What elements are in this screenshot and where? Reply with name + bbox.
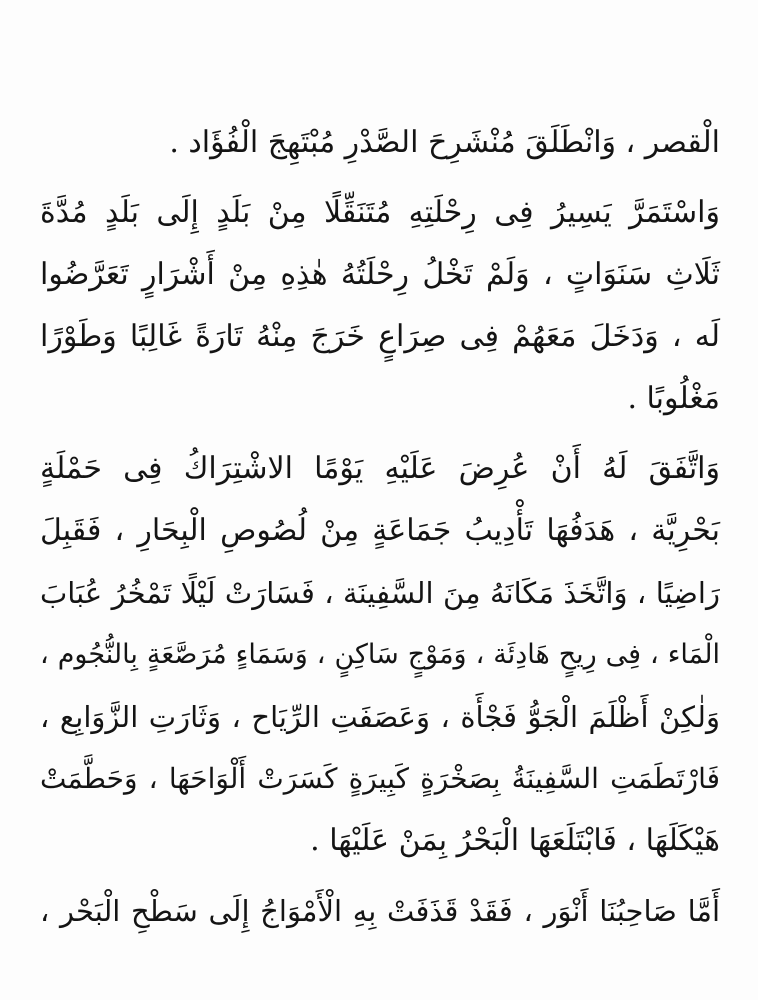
text-line: ثَلَاثِ سَنَوَاتٍ ، وَلَمْ تَخْلُ رِحْلَتُهُ هٰذِهِ مِنْ أَشْرَارٍ تَعَرَّضُوا	[40, 257, 720, 292]
text-line: فَارْتَطَمَتِ السَّفِينَةُ بِصَخْرَةٍ كَبِيرَةٍ كَسَرَتْ أَلْوَاحَهَا ، وَحَطَّمَتْ	[40, 762, 720, 795]
text-line: بَحْرِيَّة ، هَدَفُهَا تَأْدِيبُ جَمَاعَةٍ مِنْ لُصُوصِ الْبِحَارِ ، فَقَبِلَ	[40, 513, 720, 548]
text-line: وَاتَّفَقَ لَهُ أَنْ عُرِضَ عَلَيْهِ يَوْمًا الاشْتِرَاكُ فِى حَمْلَةٍ	[40, 451, 720, 486]
text-line: وَلٰكِنْ أَظْلَمَ الْجَوُّ فَجْأَة ، وَعَصَفَتِ الرِّيَاح ، وَثَارَتِ الزَّوَابِع ،	[40, 700, 720, 734]
text-line: هَيْكَلَهَا ، فَابْتَلَعَهَا الْبَحْرُ بِمَنْ عَلَيْهَا .	[310, 823, 720, 858]
text-line: مَغْلُوبًا .	[627, 381, 720, 416]
text-line: الْمَاء ، فِى رِيحٍ هَادِئَة ، وَمَوْجٍ سَاكِنٍ ، وَسَمَاءٍ مُرَصَّعَةٍ بِالنُّجُوم ،	[40, 639, 720, 670]
text-line: وَاسْتَمَرَّ يَسِيرُ فِى رِحْلَتِهِ مُتَنَقِّلًا مِنْ بَلَدٍ إِلَى بَلَدٍ مُدَّةَ	[40, 195, 720, 230]
text-line: لَه ، وَدَخَلَ مَعَهُمْ فِى صِرَاعٍ خَرَجَ مِنْهُ تَارَةً غَالِبًا وَطَوْرًا	[40, 319, 720, 354]
text-line: أَمَّا صَاحِبُنَا أَنْوَر ، فَقَدْ قَذَفَتْ بِهِ الْأَمْوَاجُ إِلَى سَطْحِ الْبَحْر ،	[40, 894, 720, 928]
text-line: الْقصر ، وَانْطَلَقَ مُنْشَرِحَ الصَّدْرِ مُبْتَهِجَ الْفُؤَاد .	[169, 125, 720, 160]
page-text	[40, 112, 720, 942]
text-line: رَاضِيًا ، وَاتَّخَذَ مَكَانَهُ مِنَ السَّفِينَة ، فَسَارَتْ لَيْلًا تَمْخُرُ عُبَابَ	[40, 576, 720, 610]
